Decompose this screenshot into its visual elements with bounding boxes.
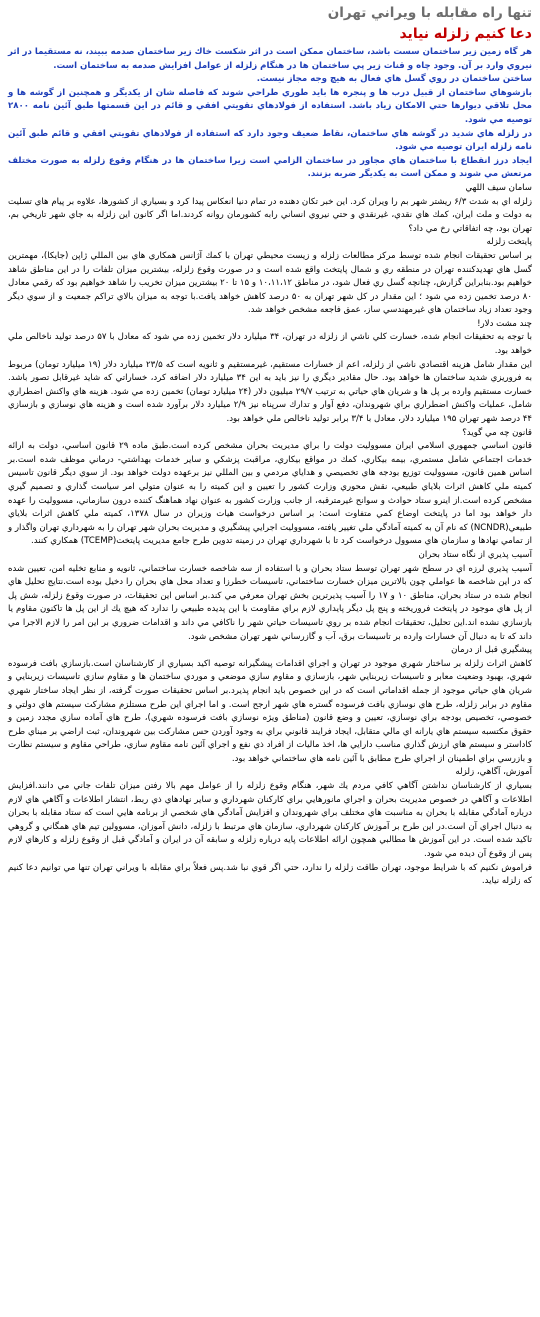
body-paragraph: بسياري از كارشناسان نداشتن آگاهي كافي مردم يك شهر، هنگام وقوع زلزله را از عوامل مهم بالا رفتن ميزان تلفات جاني مي دانند.افزايش اطلاعات و آگاهي در خصوص مديريت بحران و اجراي مانورهايي براي كاركنان شهرداري و ساير نهادهاي ذي ربط، انتشار اطلاعات و آگاهي هاي لازم درباره آمادگي مقابله با بحران به مناسبت هاي مختلف براي شهروندان و افزايش آمادگي هاي شخصي از برنامه هايي است كه ستاد مقابله با بحران به دنبال اجراي آن است.در اين طرح بر آموزش كاركنان شهرداري، سازمان هاي مرتبط با زلزله، دانش آموزان، مسوولين تيم هاي همگاني و گروهي تاكيد شده است. در اين آموزش ها مطالبي همچون ارائه اطلاعات پايه درباره زلزله و سابقه آن در ايران و آمادگي قبل از وقوع زلزله و كارهاي لازم پس از وقوع آن ديده مي شود.	[8, 781, 532, 860]
article-title: تنها راه مقابله با ويراني تهران	[327, 5, 532, 21]
lead-tips	[8, 46, 532, 182]
lead-paragraph: در زلزله هاي شديد در گوشه هاي ساختمان، نقاط ضعيف وجود دارد كه استفاده از فولادهاي تقويتي افقي و قائم طبق آئين نامه زلزله ايران توصيه مي شود.	[8, 128, 532, 153]
body-paragraph: سامان سيف اللهي	[465, 182, 532, 193]
lead-paragraph: هر گاه زمين زير ساختمان سست باشد، ساختمان ممكن است در اثر شكست خاك زير ساختمان صدمه ببيند، نه مستقيما در اثر نيروي وارد بر آن. وجود چاه و قنات زير پي ساختمان ها در هنگام زلزله از عوامل افزايش صدمه به ساختمان است.	[8, 47, 532, 71]
body-paragraph: آسيب پذيري لرزه اي در سطح شهر تهران توسط ستاد بحران و با استفاده از سه شاخصه خسارت ساختماني، ثانويه و منابع تخليه امن، تعيين شده كه در اين شاخصه ها عواملي چون بالاترين ميزان خسارت ساختماني، تاسيسات خطرزا و تعداد محل هاي بحران را دخيل بوده است.نتايج تحليل هاي انجام شده در ستاد بحران، مناطق ۱۰ و ۱۷ را آسيب پذيرترين بخش تهران معرفي مي كند.بر اساس اين تحقيقات، در صورت وقوع زلزله، شش پل از پل هاي موجود در پايتخت فروريخته و پنج پل ديگر پايداري لازم براي مقاومت با اين پديده طبيعي را ندارد كه هيچ يك از اين پل ها تاكنون مقاوم يا بازسازي نشده اند.اين تحليل، تحقيقات انجام شده بر روي تاسيسات حياتي شهر را ناكافي مي داند و اقدامات ضروري بر اين امر را لازم الاجرا مي داند كه تا به دنبال آن خسارات وارده بر تاسيسات برق، آب و گازرساني شهر تهران مشخص شود.	[8, 563, 532, 642]
section-heading: آموزش، آگاهي، زلزله	[455, 767, 532, 778]
body-paragraph: زلزله اي به شدت ۶/۳ ريشتر شهر بم را ويران كرد. اين خبر تكان دهنده در تمام دنيا انعكاس پيدا كرد و بسياري از كشورها، علاوه بر پيام هاي تسليت به دولت و ملت ايران، كمك هاي نقدي، غيرنقدي و حتي نيروي انساني رابه كشورمان روانه كردند.اما اگر كانون اين زلزله به جاي شهر تاريخي بم، تهران بود، چه اتفاقاتي رخ مي داد؟	[8, 196, 532, 234]
section-heading: چند مشت دلار!	[477, 318, 532, 329]
section-heading: پايتخت زلزله	[486, 237, 532, 248]
body-paragraph: قانون اساسي جمهوري اسلامي ايران مسووليت دولت را براي مديريت بحران مشخص كرده است.طبق ماده ۲۹ قانون اساسي، دولت به ارائه خدمات اجتماعي شامل مستمري، بيمه بيكاري، كمك در مواقع بيكاري، مراقبت پزشكي و ساير خدمات بهداشتي- درماني موظف شده است.بر اساس همين قانون، مسووليت توزيع بودجه هاي تخصيصي و هداياي مردمي و بين المللي نيز برعهده دولت خواهد بود. از سوي ديگر قانون تاسيس كميته ملي كاهش اثرات بلاياي طبيعي، نقش محوري وزارت كشور را تعيين و اين كميته را به عنوان متولي امر سياست گذاري و تصميم گيري مشخص كرده است.از اينرو ستاد حوادث و سوانح غيرمترقبه، از جانب وزارت كشور به عنوان نهاد هماهنگ كننده درون سازماني، مسووليت را عهده دار خواهد بود اما در پايتخت اوضاع كمي متفاوت است: بر اساس درخواست هيات وزيران در سال ۱۳۷۸، كميته ملي كاهش اثرات بلاياي طبيعي(NCNDR) كه نام آن به كميته آمادگي ملي تغيير يافته، مسووليت اجرايي پيشگيري و مديريت بحران شهر تهران را به شهرداري تهران واگذار و از تمامي نهادها و سازمان هاي مسوول درخواست كرد تا با شهرداري تهران در زمينه تدوين طرح جامع مديريت پايتخت(TCEMP) همكاري كنند.	[8, 441, 532, 547]
lead-paragraph: ايجاد درز انقطاع با ساختمان هاي مجاور در ساختمان الزامي است زيرا ساختمان ها در هنگام وقوع زلزله به صورت مختلف مرتعش مي شوند و ممكن است به يكديگر ضربه بزنند.	[8, 155, 532, 180]
article-subtitle: دعا كنيم زلزله نيايد	[399, 26, 532, 42]
lead-paragraph: بازشوهاي ساختمان از قبيل درب ها و پنجره ها بايد طوري طراحي شوند كه فاصله شان از يكديگر و همچنين از گوشه ها و محل تلاقي ديوارها حتي الامكان زياد باشد. استفاده از فولادهاي تقويتي افقي و قائم در اين قسمتها طبق آئين نامه ۲۸۰۰ توصيه مي شود.	[8, 87, 532, 125]
body-paragraph: فراموش نكنيم كه با شرايط موجود، تهران طاقت زلزله را ندارد، حتي اگر قوي نبا شد.پس فعلاً براي مقابله با ويراني تهران تنها مي توانيم دعا كنيم كه زلزله نيايد.	[8, 862, 532, 887]
body-paragraph: بر اساس تحقيقات انجام شده توسط مركز مطالعات زلزله و زيست محيطي تهران با كمك آژانس همكاري هاي بين المللي ژاپن (جايكا)، مهمترين گسل هاي تهديدكننده تهران در منطقه ري و شمال پايتخت واقع شده است و در صورت وقوع زلزله، بيشترين ميزان تلفات را در اين مناطق شاهد خواهيم بود.بنابراين گزارش، چنانچه گسل ري فعال شود، در مناطق ۱۰،۱۱،۱۲ و ۱۵ تا ۲۰ بيشترين ميزان تخريب را شاهد خواهيم بود كه رقمي معادل ۸۰ درصد تخمين زده مي شود ؛ اين مقدار در كل شهر تهران به ۵۰ درصد كاهش خواهد يافت.با توجه به ميزان بالاي تراكم جمعيت و از سوي ديگر وجود تعداد زياد ساختمان هاي غيرمهندسي ساز، عمق فاجعه مشخص خواهد شد.	[8, 250, 532, 316]
body-paragraph: اين مقدار شامل هزينه اقتصادي ناشي از زلزله، اعم از خسارات مستقيم، غيرمستقيم و ثانويه است كه ۲۳/۵ ميليارد دلار (۱۹ ميليارد تومان) مربوط به فروريزي شديد ساختمان ها خواهد بود. حال مقادير ديگري را نيز بايد به اين ۳۴ ميليارد دلار اضافه كرد، خساراتي كه شايد غيرقابل تصور باشد. خسارت مستقيم وارده بر پل ها و شريان هاي حياتي به ترتيب ۲۹/۷ ميليون دلار (۲۴ ميليارد تومان) تخمين زده مي شود. هزينه هاي واكنش اضطراري شامل، عمليات واكنش اضطراري براي شهروندان، دفع آوار و تدارك سرپناه نيز ۲/۹ ميليارد دلار برآورد شده است و هزينه هاي نوسازي و بازسازي ۴۴ درصد شهر تهران ۱۹۵ ميليارد دلار، معادل با ۳/۴ برابر توليد ناخالص ملي خواهد بود.	[8, 359, 532, 425]
lead-paragraph: ساختن ساختمان در روي گسل هاي فعال به هيچ وجه مجاز نيست.	[256, 74, 532, 85]
body-paragraph: با توجه به تحقيقات انجام شده، خسارت كلي ناشي از زلزله در تهران، ۳۴ ميليارد دلار تخمين زده مي شود كه معادل با ۵۷ درصد توليد ناخالص ملي خواهد بود.	[8, 332, 532, 357]
section-heading: آسيب پذيري از نگاه ستاد بحران	[418, 549, 532, 560]
section-heading: قانون چه مي گويد؟	[462, 427, 532, 438]
article-body	[8, 182, 532, 889]
body-paragraph: كاهش اثرات زلزله بر ساختار شهري موجود در تهران و اجراي اقدامات پيشگيرانه توصيه اكيد بسياري از كارشناسان است.بازسازي بافت فرسوده شهري، بهبود وضعيت معابر و تاسيسات زيربنايي شهر، بازسازي و مقاوم سازي موضعي و موردي ساختمان ها و مقاوم سازي تاسيسات زيربنايي و شريان هاي حياتي موجود از جمله اقداماتي است كه در اين خصوص بايد انجام پذيرد.بر اساس تحقيقات صورت گرفته، از نظر ايجاد ساختار شهري مقاوم در برابر زلزله، طرح هاي نوسازي بافت فرسوده گستره هاي شهر ارجح است. و اما اجراي اين طرح مستلزم مشاركت سيستم هاي دولتي و خصوصي، تخصيص بودجه براي نوسازي، تعيين و وضع قانون (مناطق ويژه نوسازي بافت فرسوده شهري)، طرح هاي آماده سازي مجدد زمين و حقوق مكتسبه سيستم هاي يارانه اي مالي متقابل، ايجاد فرايند قانوني براي به وجود آوردن حس مشاركت بين شهروندان، ثبت اراضي بر مبناي طرح كاداستر و سيستم هاي ارزش گذاري مناسب دارايي ها، اخذ ماليات از افراد ذي نفع و اجراي آئين نامه مقاوم سازي، طراحي مقاوم و سيستم نظارت و بازرسي براي اطمينان از اجراي طرح مطابق با آئين نامه هاي ساختماني خواهد بود.	[8, 658, 532, 764]
section-heading: پيشگيري قبل از درمان	[451, 645, 532, 656]
